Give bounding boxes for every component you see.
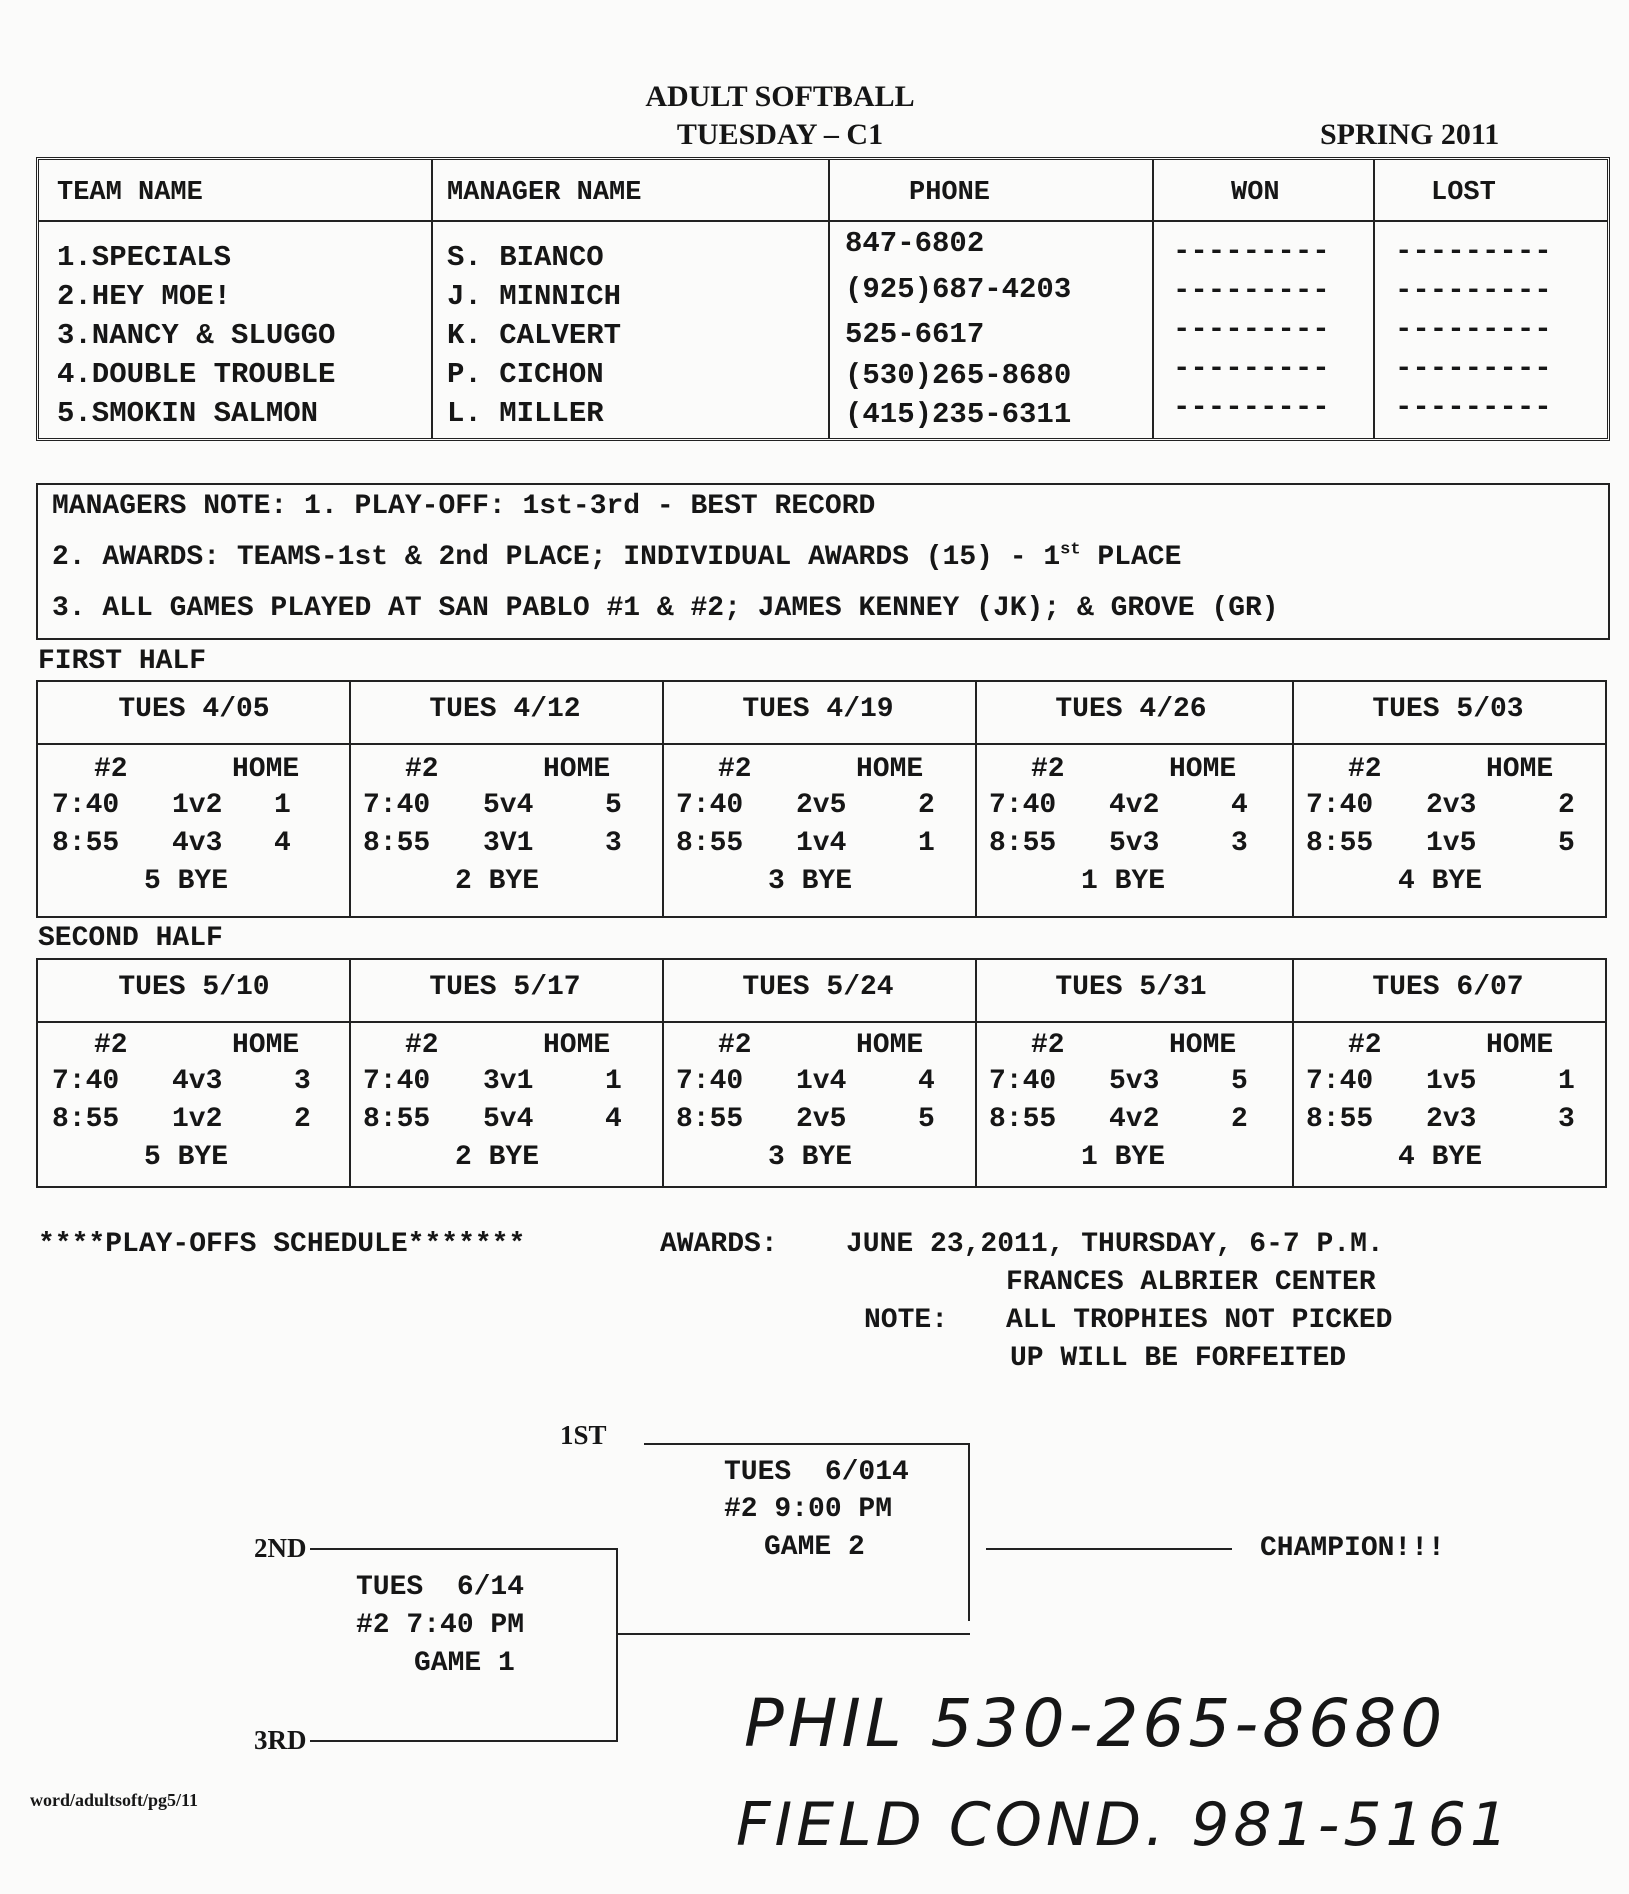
- field-label: #2: [94, 1030, 128, 1061]
- team-name-2: 2.HEY MOE!: [57, 280, 232, 313]
- week-card: [1292, 682, 1604, 918]
- game-matchup: 2v3: [1426, 1104, 1477, 1135]
- bracket-line-third: [310, 1740, 618, 1742]
- game-home-team: 1: [605, 1066, 622, 1097]
- game-matchup: 5v3: [1109, 828, 1160, 859]
- home-label: HOME: [1169, 754, 1237, 785]
- awards-date: JUNE 23,2011, THURSDAY, 6-7 P.M.: [846, 1229, 1384, 1260]
- bracket-line-winner-game1: [616, 1633, 970, 1635]
- game-matchup: 3v1: [483, 1066, 534, 1097]
- week-card: [38, 960, 350, 1188]
- week-date: TUES 5/17: [429, 972, 581, 1003]
- won-3: ---------: [1173, 313, 1330, 346]
- second-half-schedule: [36, 958, 1607, 1188]
- game-matchup: 5v3: [1109, 1066, 1160, 1097]
- game-matchup: 1v2: [172, 1104, 223, 1135]
- home-label: HOME: [1486, 754, 1554, 785]
- field-label: #2: [1348, 1030, 1382, 1061]
- week-date: TUES 5/10: [118, 972, 270, 1003]
- game-matchup: 4v3: [172, 828, 223, 859]
- lost-2: ---------: [1395, 274, 1552, 307]
- playoffs-heading: ****PLAY-OFFS SCHEDULE*******: [38, 1229, 526, 1260]
- game-home-team: 2: [918, 790, 935, 821]
- game-home-team: 3: [1231, 828, 1248, 859]
- manager-name-5: L. MILLER: [447, 397, 604, 430]
- game-time: 8:55: [52, 1104, 120, 1135]
- home-label: HOME: [856, 1030, 924, 1061]
- home-label: HOME: [1486, 1030, 1554, 1061]
- won-1: ---------: [1173, 235, 1330, 268]
- column-header-won: WON: [1231, 178, 1280, 208]
- week-card: [975, 682, 1287, 918]
- manager-phone-4: (530)265-8680: [845, 359, 1072, 392]
- week-date: TUES 5/24: [742, 972, 894, 1003]
- game-time: 7:40: [676, 1066, 744, 1097]
- game-home-team: 5: [1231, 1066, 1248, 1097]
- game2-label: GAME 2: [764, 1532, 865, 1563]
- game-time: 8:55: [989, 1104, 1057, 1135]
- note-label: NOTE:: [864, 1305, 949, 1336]
- note-line-2: 2. AWARDS: TEAMS-1st & 2nd PLACE; INDIVIDUAL AWARDS (15) - 1st PLACE: [52, 540, 1182, 573]
- game-time: 7:40: [363, 1066, 431, 1097]
- lost-1: ---------: [1395, 235, 1552, 268]
- game-home-team: 1: [274, 790, 291, 821]
- team-name-4: 4.DOUBLE TROUBLE: [57, 358, 336, 391]
- seed-second: 2ND: [254, 1533, 307, 1563]
- home-label: HOME: [1169, 1030, 1237, 1061]
- game-time: 7:40: [989, 790, 1057, 821]
- bye-label: 5 BYE: [144, 866, 229, 897]
- week-card: [975, 960, 1287, 1188]
- game1-label: GAME 1: [414, 1648, 515, 1679]
- game-matchup: 1v2: [172, 790, 223, 821]
- awards-location: FRANCES ALBRIER CENTER: [1006, 1267, 1376, 1298]
- note-line-3: 3. ALL GAMES PLAYED AT SAN PABLO #1 & #2; JAMES KENNEY (JK); & GROVE (GR): [52, 593, 1279, 624]
- game-time: 8:55: [676, 828, 744, 859]
- manager-name-2: J. MINNICH: [447, 280, 622, 313]
- bye-label: 2 BYE: [455, 1142, 540, 1173]
- game-time: 8:55: [1306, 828, 1374, 859]
- field-label: #2: [1348, 754, 1382, 785]
- game-home-team: 5: [1558, 828, 1575, 859]
- managers-note-box: [36, 483, 1610, 640]
- field-label: #2: [405, 754, 439, 785]
- game-home-team: 3: [605, 828, 622, 859]
- game-home-team: 2: [1558, 790, 1575, 821]
- second-half-label: SECOND HALF: [38, 923, 223, 954]
- manager-phone-3: 525-6617: [845, 318, 985, 351]
- game-matchup: 4v2: [1109, 790, 1160, 821]
- game-matchup: 1v5: [1426, 828, 1477, 859]
- manager-phone-5: (415)235-6311: [845, 398, 1072, 431]
- week-date: TUES 5/31: [1055, 972, 1207, 1003]
- game-matchup: 2v3: [1426, 790, 1477, 821]
- week-card: [349, 960, 661, 1188]
- column-header-manager: MANAGER NAME: [447, 178, 642, 208]
- bye-label: 4 BYE: [1398, 866, 1483, 897]
- game1-date: TUES 6/14: [356, 1572, 525, 1603]
- game-time: 8:55: [676, 1104, 744, 1135]
- won-4: ---------: [1173, 352, 1330, 385]
- game-time: 8:55: [1306, 1104, 1374, 1135]
- game-time: 7:40: [52, 1066, 120, 1097]
- week-date: TUES 4/12: [429, 694, 581, 725]
- team-name-1: 1.SPECIALS: [57, 241, 232, 274]
- manager-phone-2: (925)687-4203: [845, 273, 1072, 306]
- week-date: TUES 4/05: [118, 694, 270, 725]
- field-label: #2: [718, 1030, 752, 1061]
- field-label: #2: [405, 1030, 439, 1061]
- roster-table: [36, 157, 1610, 441]
- game-home-team: 3: [294, 1066, 311, 1097]
- week-card: [1292, 960, 1604, 1188]
- game-time: 7:40: [52, 790, 120, 821]
- manager-name-4: P. CICHON: [447, 358, 604, 391]
- game2-time: #2 9:00 PM: [724, 1494, 893, 1525]
- game-home-team: 4: [1231, 790, 1248, 821]
- game-home-team: 2: [294, 1104, 311, 1135]
- field-label: #2: [94, 754, 128, 785]
- home-label: HOME: [232, 1030, 300, 1061]
- game-time: 7:40: [1306, 1066, 1374, 1097]
- bye-label: 1 BYE: [1081, 1142, 1166, 1173]
- week-card: [662, 960, 974, 1188]
- first-half-schedule: [36, 680, 1607, 918]
- week-date: TUES 6/07: [1372, 972, 1524, 1003]
- team-name-5: 5.SMOKIN SALMON: [57, 397, 319, 430]
- game-home-team: 5: [918, 1104, 935, 1135]
- game-time: 8:55: [363, 828, 431, 859]
- game-home-team: 5: [605, 790, 622, 821]
- column-header-lost: LOST: [1431, 178, 1496, 208]
- seed-third: 3RD: [254, 1725, 307, 1755]
- game-time: 8:55: [52, 828, 120, 859]
- game-matchup: 1v4: [796, 1066, 847, 1097]
- game2-date: TUES 6/014: [724, 1457, 909, 1488]
- game1-time: #2 7:40 PM: [356, 1610, 525, 1641]
- trophy-note-line-2: UP WILL BE FORFEITED: [1010, 1343, 1347, 1374]
- game-matchup: 1v4: [796, 828, 847, 859]
- document-subtitle: TUESDAY – C1: [676, 118, 884, 151]
- week-card: [38, 682, 350, 918]
- bracket-line-game2-right: [968, 1443, 970, 1621]
- document-title: ADULT SOFTBALL: [645, 80, 915, 113]
- manager-name-3: K. CALVERT: [447, 319, 622, 352]
- bye-label: 2 BYE: [455, 866, 540, 897]
- game-matchup: 4v2: [1109, 1104, 1160, 1135]
- bye-label: 3 BYE: [768, 866, 853, 897]
- game-matchup: 2v5: [796, 1104, 847, 1135]
- handwritten-field-condition-note: FIELD COND. 981-5161: [736, 1790, 1513, 1860]
- game-home-team: 1: [1558, 1066, 1575, 1097]
- game-matchup: 5v4: [483, 790, 534, 821]
- week-date: TUES 4/19: [742, 694, 894, 725]
- game-time: 7:40: [1306, 790, 1374, 821]
- trophy-note-line-1: ALL TROPHIES NOT PICKED: [1006, 1305, 1393, 1336]
- note-line-1: MANAGERS NOTE: 1. PLAY-OFF: 1st-3rd - BEST RECORD: [52, 491, 876, 522]
- bye-label: 1 BYE: [1081, 866, 1166, 897]
- game-matchup: 5v4: [483, 1104, 534, 1135]
- bye-label: 3 BYE: [768, 1142, 853, 1173]
- column-header-phone: PHONE: [909, 178, 991, 208]
- home-label: HOME: [543, 1030, 611, 1061]
- home-label: HOME: [232, 754, 300, 785]
- game-time: 7:40: [989, 1066, 1057, 1097]
- first-half-label: FIRST HALF: [38, 646, 207, 677]
- awards-label: AWARDS:: [660, 1229, 778, 1260]
- lost-5: ---------: [1395, 391, 1552, 424]
- game-matchup: 2v5: [796, 790, 847, 821]
- seed-first: 1ST: [560, 1420, 607, 1450]
- champion-label: CHAMPION!!!: [1260, 1533, 1445, 1564]
- home-label: HOME: [543, 754, 611, 785]
- lost-3: ---------: [1395, 313, 1552, 346]
- bracket-line-champion: [986, 1548, 1232, 1550]
- bracket-line-game1-right: [616, 1548, 618, 1742]
- home-label: HOME: [856, 754, 924, 785]
- field-label: #2: [1031, 1030, 1065, 1061]
- footer-file-path: word/adultsoft/pg5/11: [30, 1790, 199, 1810]
- bracket-line-second: [310, 1548, 618, 1550]
- handwritten-phone-note: PHIL 530-265-8680: [744, 1685, 1447, 1762]
- game-time: 8:55: [363, 1104, 431, 1135]
- game-home-team: 4: [274, 828, 291, 859]
- week-date: TUES 4/26: [1055, 694, 1207, 725]
- game-matchup: 4v3: [172, 1066, 223, 1097]
- game-home-team: 1: [918, 828, 935, 859]
- bye-label: 4 BYE: [1398, 1142, 1483, 1173]
- manager-phone-1: 847-6802: [845, 227, 985, 260]
- game-time: 8:55: [989, 828, 1057, 859]
- field-label: #2: [1031, 754, 1065, 785]
- game-time: 7:40: [676, 790, 744, 821]
- bracket-line-first: [644, 1443, 970, 1445]
- team-name-3: 3.NANCY & SLUGGO: [57, 319, 336, 352]
- game-home-team: 3: [1558, 1104, 1575, 1135]
- field-label: #2: [718, 754, 752, 785]
- game-time: 7:40: [363, 790, 431, 821]
- week-date: TUES 5/03: [1372, 694, 1524, 725]
- won-5: ---------: [1173, 391, 1330, 424]
- game-matchup: 1v5: [1426, 1066, 1477, 1097]
- week-card: [349, 682, 661, 918]
- game-home-team: 4: [918, 1066, 935, 1097]
- week-card: [662, 682, 974, 918]
- manager-name-1: S. BIANCO: [447, 241, 604, 274]
- season-label: SPRING 2011: [1320, 118, 1500, 151]
- bye-label: 5 BYE: [144, 1142, 229, 1173]
- won-2: ---------: [1173, 274, 1330, 307]
- game-matchup: 3V1: [483, 828, 534, 859]
- column-header-team: TEAM NAME: [57, 178, 203, 208]
- game-home-team: 4: [605, 1104, 622, 1135]
- lost-4: ---------: [1395, 352, 1552, 385]
- game-home-team: 2: [1231, 1104, 1248, 1135]
